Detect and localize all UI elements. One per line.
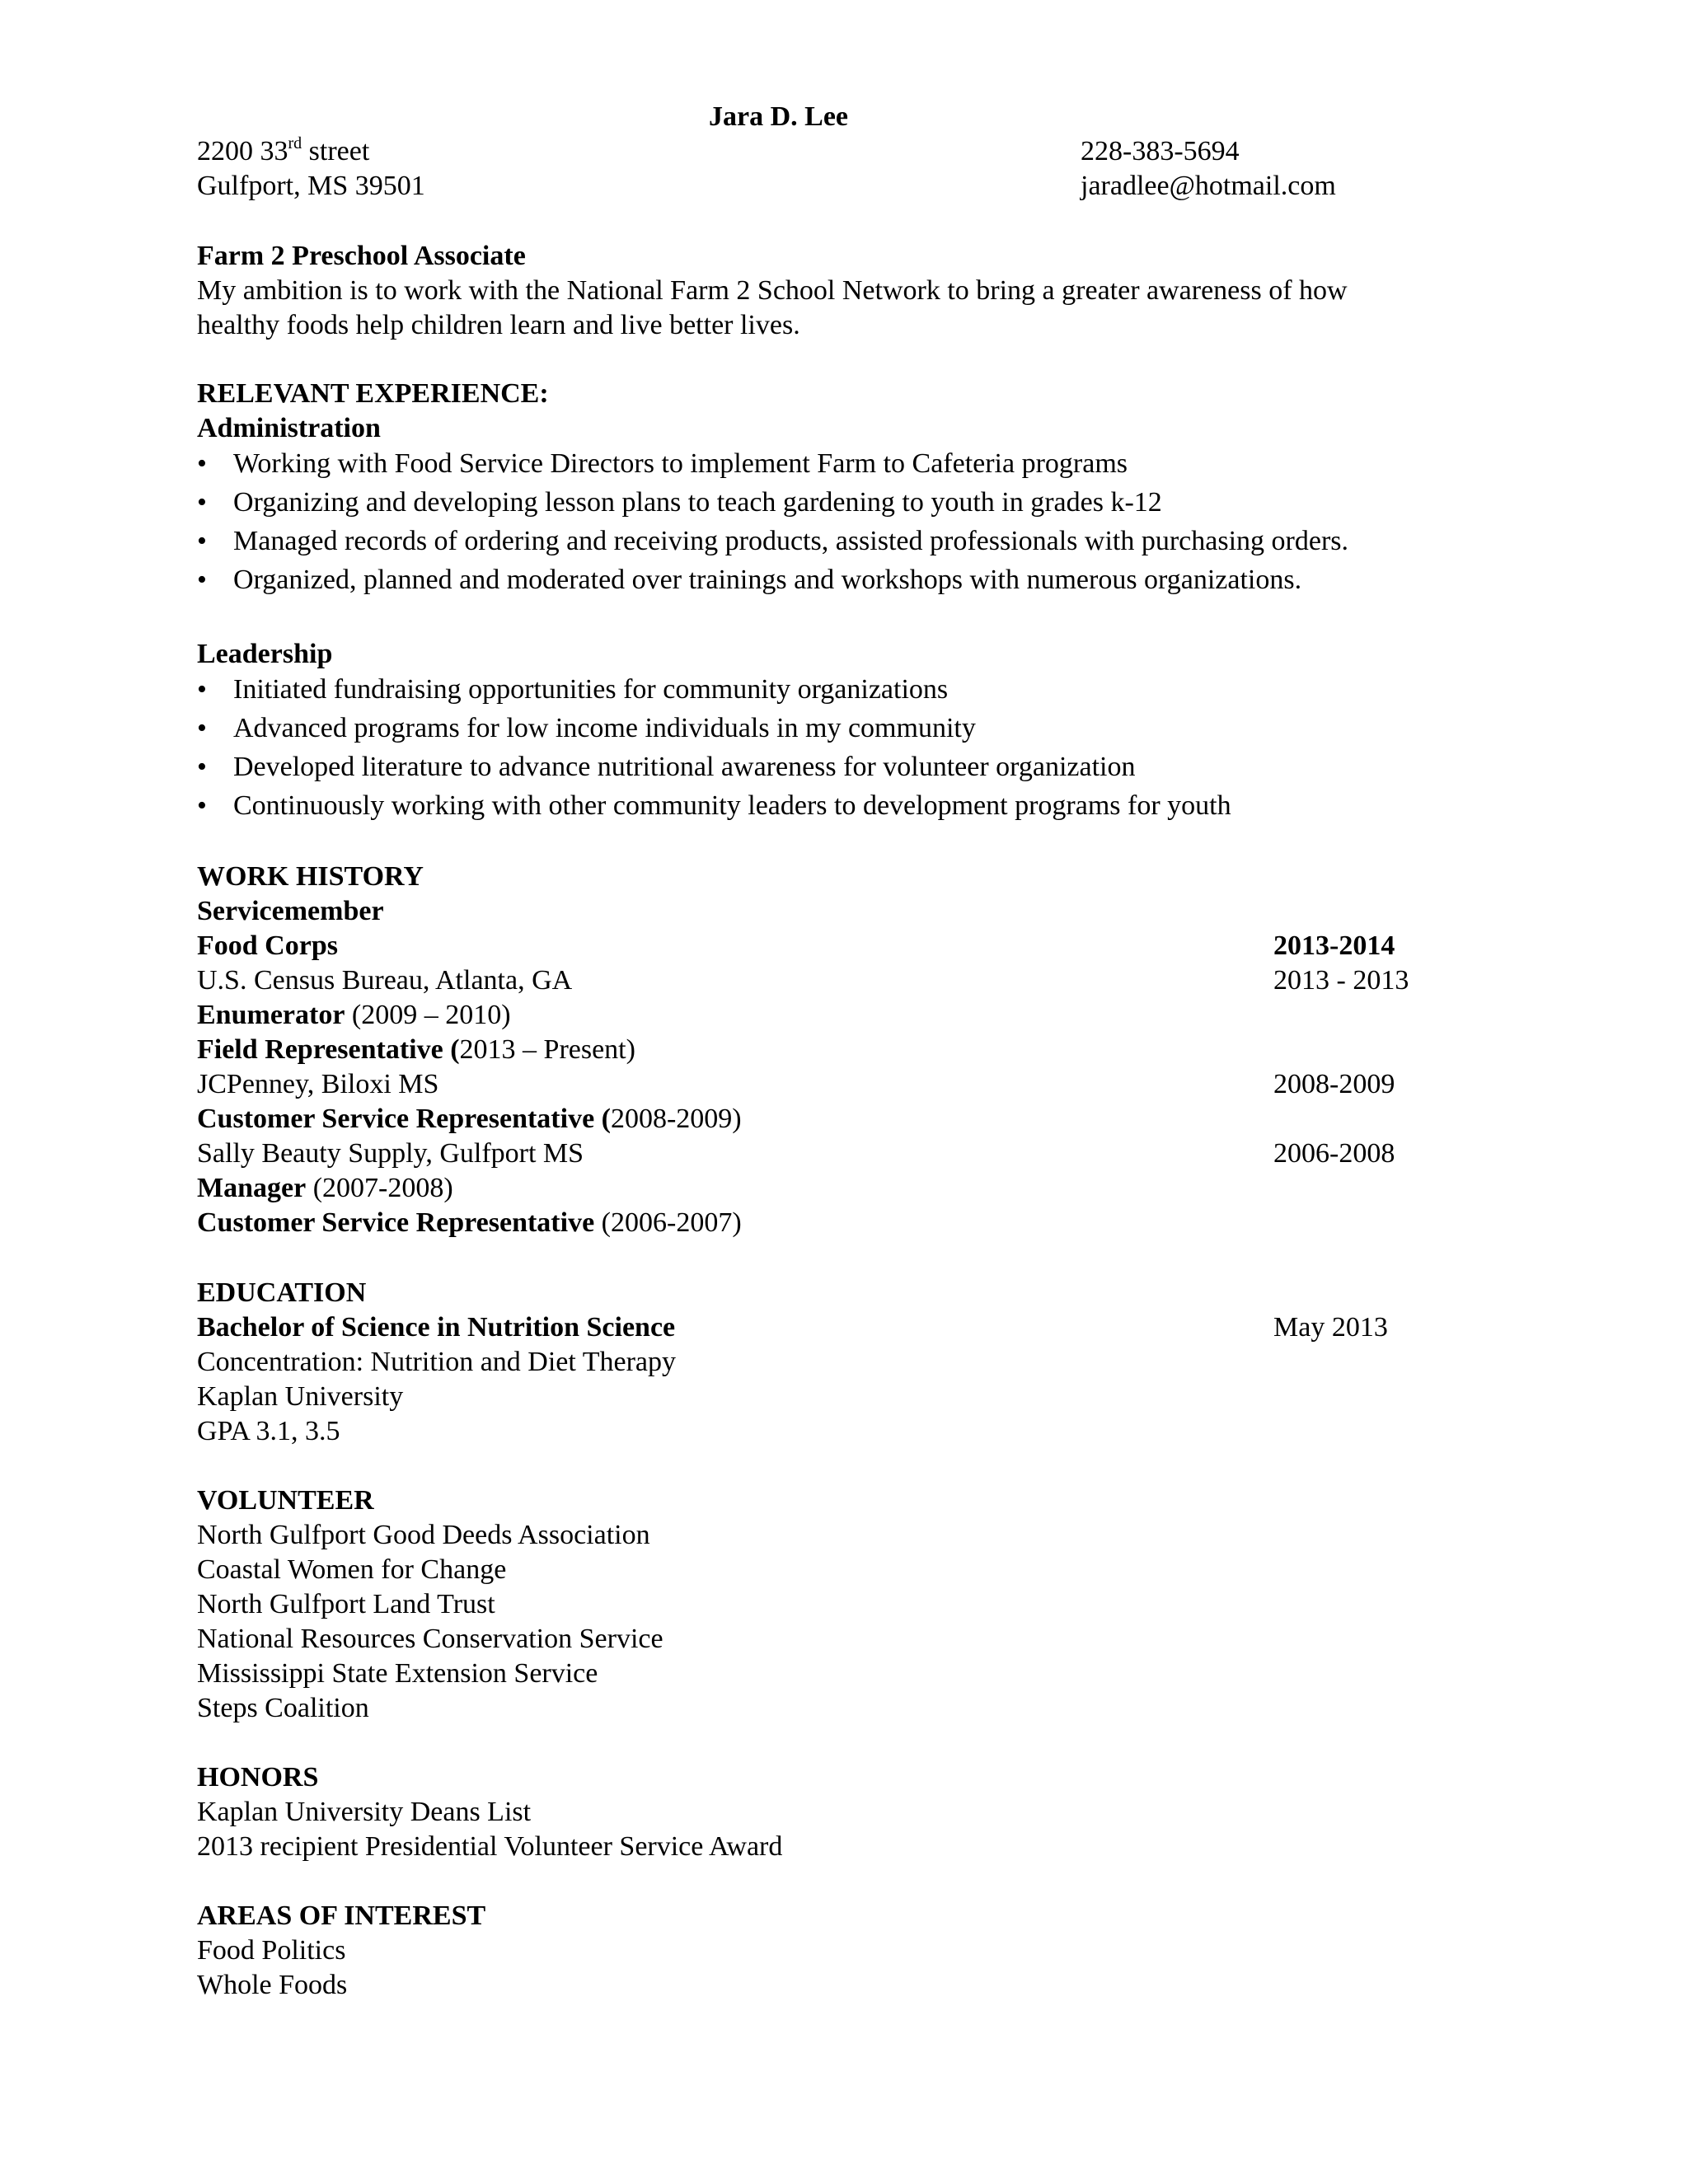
bullet-icon: • <box>197 487 207 518</box>
objective-title: Farm 2 Preschool Associate <box>197 241 526 271</box>
degree: Bachelor of Science in Nutrition Science <box>197 1312 676 1343</box>
census-dates: 2013 - 2013 <box>1273 965 1409 996</box>
education-heading: EDUCATION <box>197 1277 367 1308</box>
administration-subheading: Administration <box>197 413 381 443</box>
volunteer-item: National Resources Conservation Service <box>197 1624 663 1654</box>
city-state-zip: Gulfport, MS 39501 <box>197 171 425 201</box>
servicemember-label: Servicemember <box>197 896 384 926</box>
jcpenney-dates: 2008-2009 <box>1273 1069 1395 1099</box>
degree-date: May 2013 <box>1273 1312 1388 1343</box>
food-corps-dates: 2013-2014 <box>1273 930 1395 961</box>
manager-role: Manager (2007-2008) <box>197 1173 453 1203</box>
enumerator-role: Enumerator (2009 – 2010) <box>197 1000 511 1030</box>
honors-heading: HONORS <box>197 1762 319 1793</box>
resume-page: Jara D. Lee 2200 33rd street Gulfport, MS 39501 228-383-5694 jaradlee@hotmail.com Farm 2 Preschool Associate My ambition is to work with the National Farm 2 School Network to bring a greater awareness of how healthy foods help children learn and live better lives. RELEVANT EXPERIENCE: Administration • Working with Food Service Directors to implement Farm to Cafeteria programs • Organizing and developing lesson plans to teach gardening to youth in grades k-12 • Managed records of ordering and receiving products, assisted professionals with purchasing orders. • Organized, planned and moderated over trainings and workshops with numerous organizations. Leadership • Initiated fundraising opportunities for community organizations • Advanced programs for low income individuals in my community • Developed literature to advance nutritional awareness for volunteer organization • Continuously working with other community leaders to development programs for youth WORK HISTORY Servicemember Food Corps 2013-2014 U.S. Census Bureau, Atlanta, GA 2013 - 2013 Enumerator (2009 – 2010) Field Representative (2013 – Present) JCPenney, Biloxi MS 2008-2009 Customer Service Representative (2008-2009) Sally Beauty Supply, Gulfport MS 2006-2008 Manager (2007-2008) Customer Service Representative (2006-2007) EDUCATION Bachelor of Science in Nutrition Science May 2013 Concentration: Nutrition and Diet Therapy Kaplan University GPA 3.1, 3.5 VOLUNTEER North Gulfport Good Deeds Association Coastal Women for Change North Gulfport Land Trust National Resources Conservation Service Mississippi State Extension Service Steps Coalition HONORS Kaplan University Deans List 2013 recipient Presidential Volunteer Service Award AREAS OF INTEREST Food Politics Whole Foods <box>0 0 1688 2184</box>
field-representative-role: Field Representative (2013 – Present) <box>197 1034 635 1065</box>
volunteer-item: Steps Coalition <box>197 1693 369 1723</box>
resume-name: Jara D. Lee <box>709 101 849 132</box>
census-employer: U.S. Census Bureau, Atlanta, GA <box>197 965 573 996</box>
sally-dates: 2006-2008 <box>1273 1138 1395 1169</box>
email: jaradlee@hotmail.com <box>1081 171 1336 201</box>
interests-heading: AREAS OF INTEREST <box>197 1900 486 1931</box>
interest-item: Whole Foods <box>197 1970 348 2000</box>
food-corps-label: Food Corps <box>197 930 338 961</box>
volunteer-item: North Gulfport Land Trust <box>197 1589 495 1619</box>
objective-text-line-1: My ambition is to work with the National Farm 2 School Network to bring a greater awareness of how <box>197 275 1348 306</box>
bullet-icon: • <box>197 790 207 821</box>
honors-item: 2013 recipient Presidential Volunteer Service Award <box>197 1831 783 1862</box>
interest-item: Food Politics <box>197 1935 346 1966</box>
work-history-heading: WORK HISTORY <box>197 861 424 892</box>
concentration: Concentration: Nutrition and Diet Therapy <box>197 1347 677 1377</box>
gpa: GPA 3.1, 3.5 <box>197 1416 340 1446</box>
bullet-icon: • <box>197 752 207 782</box>
address-line: 2200 33rd street <box>197 134 370 166</box>
volunteer-item: Coastal Women for Change <box>197 1554 507 1585</box>
volunteer-item: North Gulfport Good Deeds Association <box>197 1520 650 1550</box>
relevant-experience-heading: RELEVANT EXPERIENCE: <box>197 378 549 409</box>
jcpenney-employer: JCPenney, Biloxi MS <box>197 1069 439 1099</box>
bullet-icon: • <box>197 526 207 556</box>
volunteer-item: Mississippi State Extension Service <box>197 1658 598 1689</box>
bullet-icon: • <box>197 674 207 705</box>
sally-employer: Sally Beauty Supply, Gulfport MS <box>197 1138 584 1169</box>
bullet-icon: • <box>197 565 207 595</box>
honors-item: Kaplan University Deans List <box>197 1797 532 1827</box>
school: Kaplan University <box>197 1381 404 1412</box>
objective-text-line-2: healthy foods help children learn and live better lives. <box>197 310 800 340</box>
phone: 228-383-5694 <box>1081 136 1240 166</box>
leadership-subheading: Leadership <box>197 639 333 669</box>
bullet-icon: • <box>197 713 207 743</box>
bullet-icon: • <box>197 448 207 479</box>
csr-role-1: Customer Service Representative (2008-2009) <box>197 1104 742 1134</box>
csr-role-2: Customer Service Representative (2006-2007) <box>197 1207 742 1238</box>
volunteer-heading: VOLUNTEER <box>197 1485 374 1516</box>
